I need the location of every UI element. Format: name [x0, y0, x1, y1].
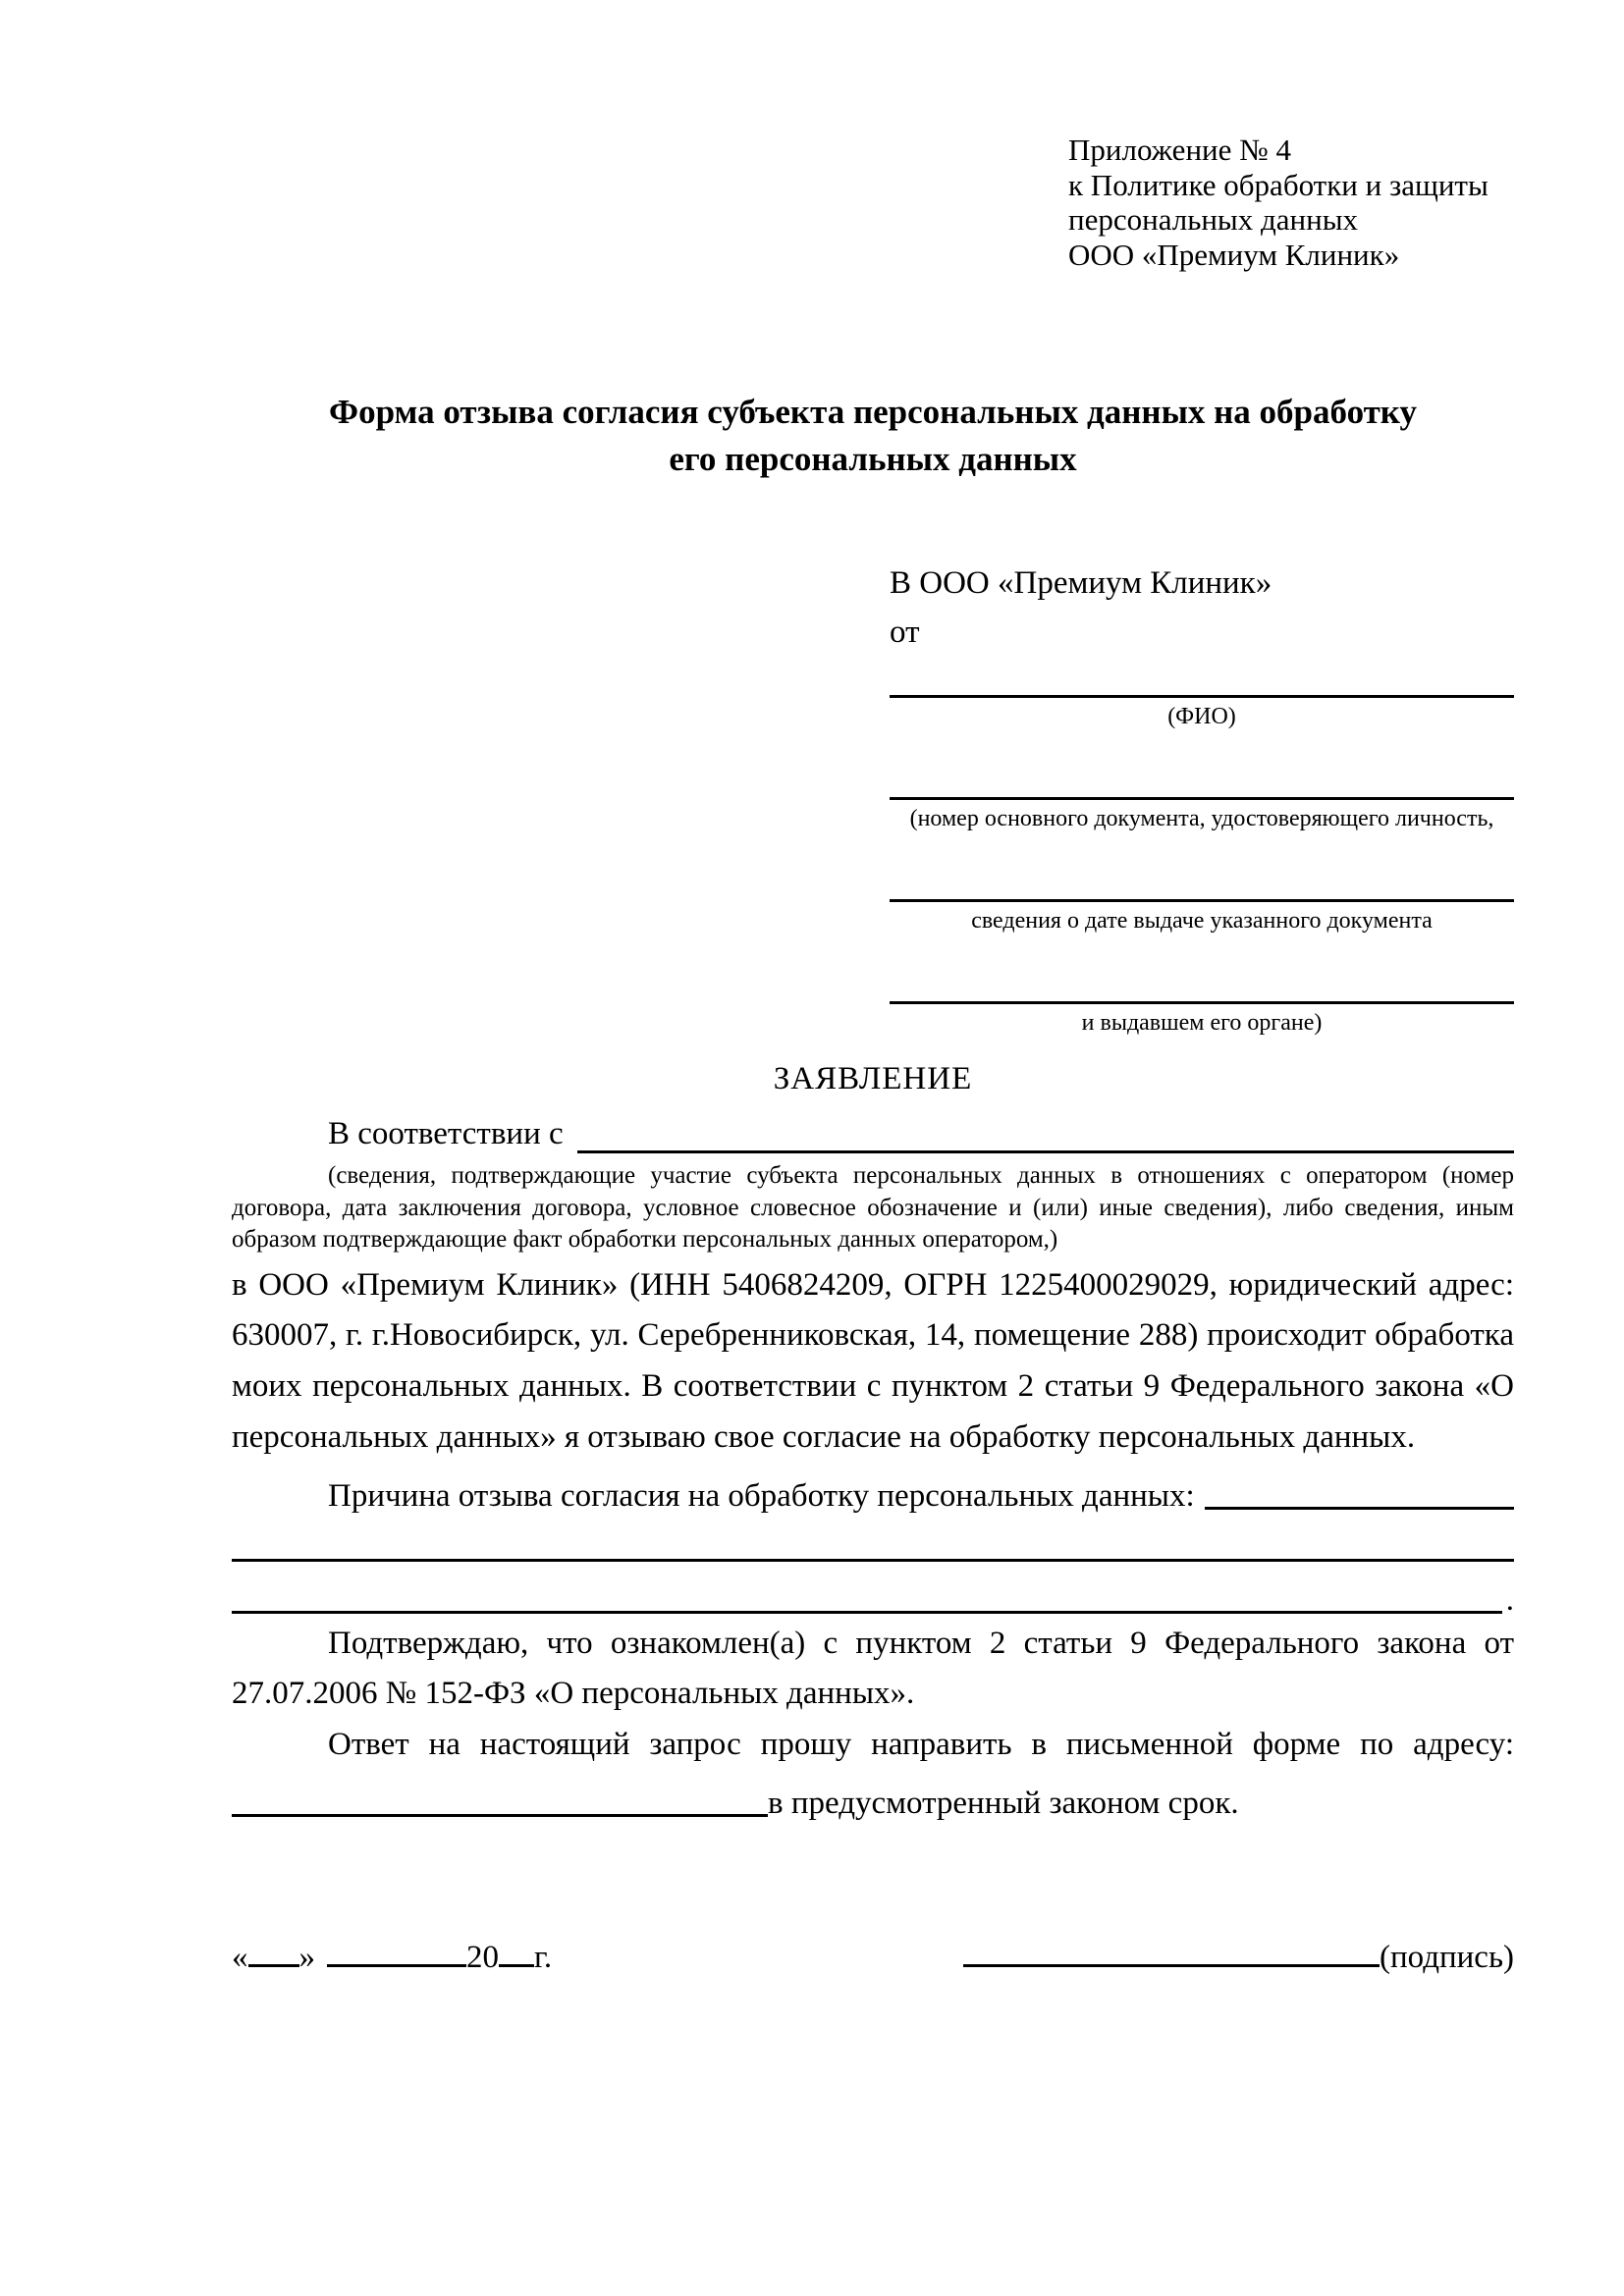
date-year-prefix: 20 — [466, 1940, 499, 1976]
body-paragraph: в ООО «Премиум Клиник» (ИНН 5406824209, ОГРН 1225400029029, юридический адрес: 630007, г. г.Новосибирск, ул. Серебренниковская, 14, помещение 288) происходит обработка моих персональных данных. В соответствии с пунктом 2 статьи 9 Федерального закона «О персональных данных» я отзываю свое согласие на обработку персональных данных. — [232, 1266, 1514, 1455]
reply-address-row — [232, 1771, 1514, 1822]
reason-fill-line-2[interactable] — [232, 1559, 1514, 1562]
issue-date-fill-line[interactable] — [890, 873, 1514, 902]
addressee-to: В ООО «Премиум Клиник» — [890, 565, 1272, 602]
date-year-fill[interactable] — [499, 1964, 534, 1967]
reply-request-paragraph: Ответ на настоящий запрос прошу направить в письменной форме по адресу: — [328, 1727, 1514, 1763]
date-close-quote: » — [298, 1940, 315, 1976]
reason-row — [232, 1464, 1514, 1515]
compliance-prefix: В соответствии с — [328, 1116, 564, 1152]
date-open-quote: « — [232, 1940, 248, 1976]
fio-caption: (ФИО) — [1167, 704, 1236, 730]
reply-suffix: в предусмотренный законом срок. — [768, 1786, 1239, 1822]
appendix-line: персональных данных — [1068, 202, 1359, 238]
reply-address-fill-line[interactable] — [232, 1814, 768, 1817]
footer-row — [232, 1940, 1514, 1976]
reason-label: Причина отзыва согласия на обработку персональных данных: — [328, 1477, 1195, 1514]
date-year-suffix: г. — [534, 1940, 553, 1976]
signature-field — [963, 1940, 1514, 1976]
issuing-authority-caption: и выдавшем его органе) — [1081, 1010, 1323, 1037]
date-field — [232, 1940, 552, 1976]
appendix-line: к Политике обработки и защиты — [1068, 167, 1489, 202]
confirmation-paragraph: Подтверждаю, что ознакомлен(а) с пунктом 2 статьи 9 Федерального закона от 27.07.2006 № 152-ФЗ «О персональных данных». — [232, 1625, 1514, 1712]
form-title — [232, 389, 1514, 484]
reason-fill-line[interactable] — [1205, 1507, 1514, 1510]
appendix-line: ООО «Премиум Клиник» — [1068, 237, 1400, 272]
compliance-row — [232, 1111, 1514, 1158]
appendix-line: Приложение № 4 — [1068, 133, 1291, 167]
fio-fill-line[interactable] — [890, 668, 1514, 698]
date-month-fill[interactable] — [327, 1964, 466, 1967]
signature-caption: (подпись) — [1380, 1940, 1514, 1976]
statement-heading: ЗАЯВЛЕНИЕ — [773, 1061, 973, 1097]
form-title-line1: Форма отзыва согласия субъекта персональных данных на обработку — [329, 392, 1417, 431]
date-day-fill[interactable] — [248, 1964, 299, 1967]
appendix-header — [1068, 133, 1514, 273]
doc-number-caption: (номер основного документа, удостоверяющего личность, — [909, 806, 1494, 832]
reason-blank-row-1 — [232, 1515, 1514, 1567]
form-title-line2: его персональных данных — [669, 439, 1077, 478]
signature-fill-line[interactable] — [963, 1964, 1380, 1967]
doc-number-fill-line[interactable] — [890, 771, 1514, 800]
issuing-authority-fill-line[interactable] — [890, 975, 1514, 1004]
footnote-text: (сведения, подтверждающие участие субъекта персональных данных в отношениях с оператором (номер договора, дата заключения договора, условное словесное обозначение и (или) иные сведения), либо сведения, иным образом подтверждающие факт обработки персональных данных оператором,) — [232, 1162, 1514, 1253]
blank-line-period: . — [1505, 1581, 1514, 1618]
reason-fill-line-3[interactable] — [232, 1611, 1502, 1614]
addressee-block — [890, 560, 1514, 1038]
addressee-from-label: от — [890, 614, 920, 650]
compliance-fill-line[interactable] — [577, 1150, 1514, 1153]
issue-date-caption: сведения о дате выдаче указанного документа — [971, 908, 1433, 934]
reason-blank-row-2 — [232, 1567, 1514, 1619]
